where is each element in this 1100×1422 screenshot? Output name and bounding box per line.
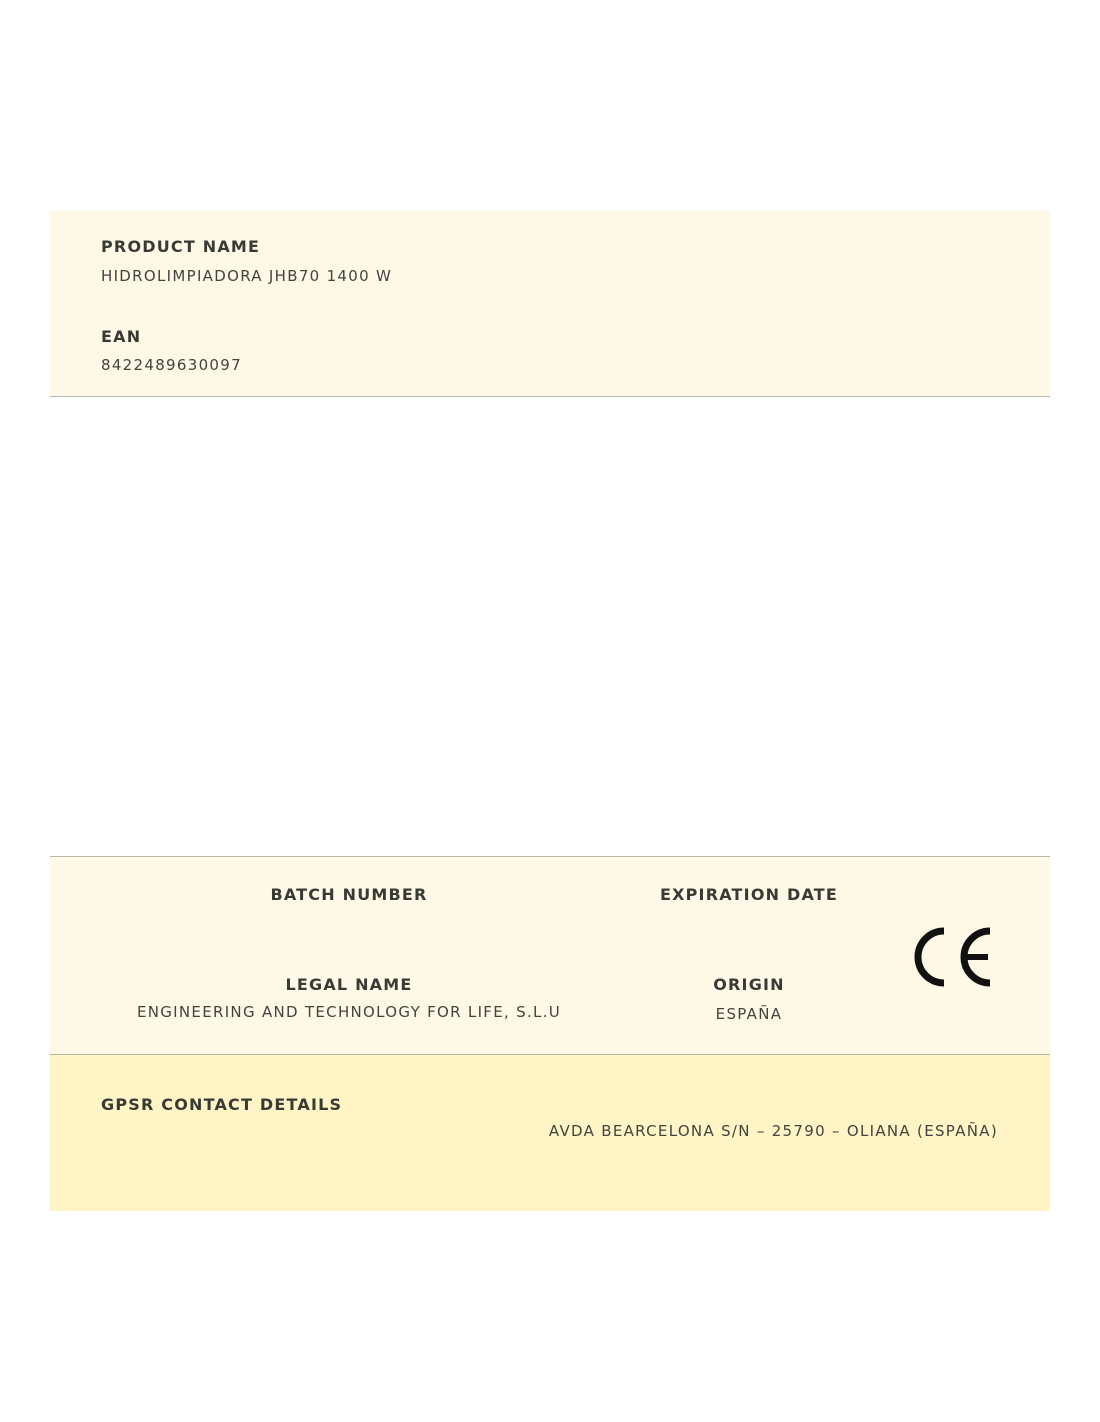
details-panel	[50, 856, 1050, 1055]
product-name-label: PRODUCT NAME	[101, 237, 261, 256]
ce-mark-icon	[906, 927, 994, 987]
legal-name-value: ENGINEERING AND TECHNOLOGY FOR LIFE, S.L.U	[136, 1003, 562, 1021]
origin-label: ORIGIN	[713, 975, 785, 994]
ean-label: EAN	[101, 327, 142, 346]
gpsr-address: AVDA BEARCELONA S/N – 25790 – OLIANA (ESPAÑA)	[548, 1122, 998, 1140]
legal-name-label: LEGAL NAME	[285, 975, 413, 994]
batch-number-label: BATCH NUMBER	[270, 885, 428, 904]
gpsr-contact-label: GPSR CONTACT DETAILS	[101, 1095, 343, 1114]
ean-value: 8422489630097	[101, 356, 242, 374]
product-name-value: HIDROLIMPIADORA JHB70 1400 W	[101, 267, 393, 285]
origin-value: ESPAÑA	[715, 1005, 783, 1023]
expiration-date-label: EXPIRATION DATE	[659, 885, 839, 904]
